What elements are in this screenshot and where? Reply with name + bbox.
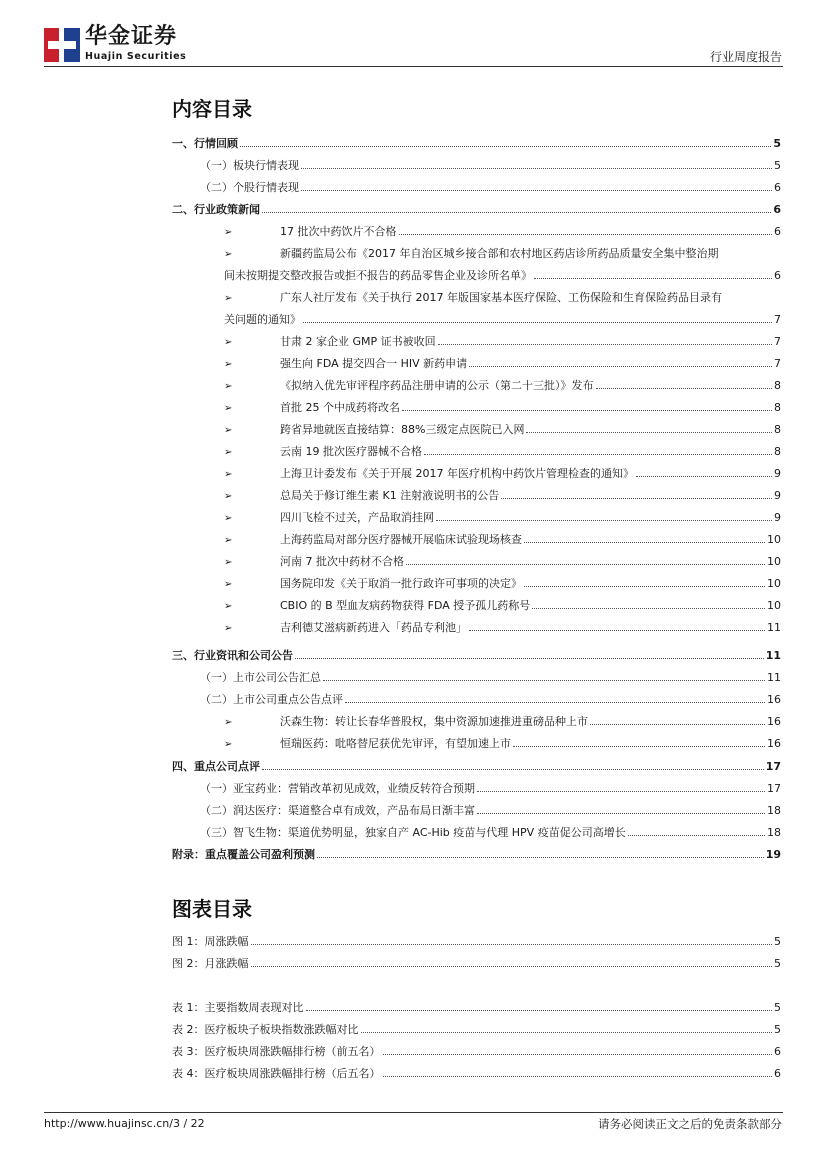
table-entry[interactable]: 表 1：主要指数周表现对比 5 (172, 1001, 781, 1014)
arrow-bullet-icon: ➢ (224, 381, 233, 392)
arrow-bullet-icon: ➢ (224, 359, 233, 370)
header-divider (44, 66, 783, 67)
arrow-bullet-icon: ➢ (224, 623, 233, 634)
arrow-bullet-icon: ➢ (224, 601, 233, 612)
arrow-bullet-icon: ➢ (224, 491, 233, 502)
toc-entry[interactable]: 附录：重点覆盖公司盈利预测 19 (172, 848, 781, 861)
toc-entry[interactable]: （二）个股行情表现 6 (200, 181, 781, 194)
arrow-bullet-icon: ➢ (224, 535, 233, 546)
brand-name-en: Huajin Securities (85, 51, 187, 62)
arrow-bullet-icon: ➢ (224, 717, 233, 728)
toc-entry[interactable]: 间未按期提交整改报告或拒不报告的药品零售企业及诊所名单》 6 (224, 269, 781, 282)
footer-url[interactable]: http://www.huajinsc.cn/ (44, 1117, 173, 1130)
toc-entry[interactable]: 三、行业资讯和公司公告 11 (172, 649, 781, 662)
toc-entry[interactable]: 四、重点公司点评 17 (172, 760, 781, 773)
report-type: 行业周度报告 (709, 50, 782, 64)
toc-entry[interactable]: ➢ 《拟纳入优先审评程序药品注册申请的公示（第二十三批）》发布 8 (224, 377, 781, 395)
page-indicator: 3 / 22 (172, 1117, 205, 1130)
toc-entry[interactable]: ➢ 强生向 FDA 提交四合一 HIV 新药申请 7 (224, 355, 781, 373)
toc-entry[interactable]: ➢ 上海卫计委发布《关于开展 2017 年医疗机构中药饮片管理检查的通知》 9 (224, 465, 781, 483)
figures-title: 图表目录 (172, 897, 252, 921)
table-entry[interactable]: 表 2：医疗板块子板块指数涨跌幅对比 5 (172, 1023, 781, 1036)
arrow-bullet-icon: ➢ (224, 579, 233, 590)
toc-entry[interactable]: ➢ 上海药监局对部分医疗器械开展临床试验现场核查 10 (224, 531, 781, 549)
toc-entry[interactable]: ➢ 吉利德艾滋病新药进入「药品专利池」 11 (224, 619, 781, 637)
footer-url-page (44, 1117, 205, 1130)
toc-entry[interactable]: ➢ 国务院印发《关于取消一批行政许可事项的决定》 10 (224, 575, 781, 593)
toc-entry[interactable]: ➢ 河南 7 批次中药材不合格 10 (224, 553, 781, 571)
brand-name-cn: 华金证券 (85, 24, 178, 49)
toc-entry[interactable]: ➢ 总局关于修订维生素 K1 注射液说明书的公告 9 (224, 487, 781, 505)
toc-entry[interactable]: ➢ CBIO 的 B 型血友病药物获得 FDA 授予孤儿药称号 10 (224, 597, 781, 615)
toc-entry[interactable]: （一）亚宝药业：营销改革初见成效，业绩反转符合预期 17 (200, 782, 781, 795)
arrow-bullet-icon: ➢ (224, 249, 233, 260)
toc-entry-first-line[interactable]: ➢ 广东人社厅发布《关于执行 2017 年版国家基本医疗保险、工伤保险和生育保险药品目录有 (224, 289, 722, 307)
toc-entry[interactable]: ➢ 四川飞检不过关，产品取消挂网 9 (224, 509, 781, 527)
toc-entry[interactable]: ➢ 跨省异地就医直接结算：88%三级定点医院已入网 8 (224, 421, 781, 439)
toc-entry[interactable]: 关问题的通知》 7 (224, 313, 781, 326)
arrow-bullet-icon: ➢ (224, 293, 233, 304)
table-entry[interactable]: 表 4：医疗板块周涨跌幅排行榜（后五名） 6 (172, 1067, 781, 1080)
arrow-bullet-icon: ➢ (224, 513, 233, 524)
arrow-bullet-icon: ➢ (224, 557, 233, 568)
arrow-bullet-icon: ➢ (224, 227, 233, 238)
arrow-bullet-icon: ➢ (224, 469, 233, 480)
toc-entry[interactable]: （一）板块行情表现 5 (200, 159, 781, 172)
toc-entry[interactable]: ➢ 首批 25 个中成药将改名 8 (224, 399, 781, 417)
page-header (0, 0, 827, 70)
toc-entry[interactable]: ➢ 甘肃 2 家企业 GMP 证书被收回 7 (224, 333, 781, 351)
toc-entry[interactable]: ➢ 恒瑞医药：吡咯替尼获优先审评，有望加速上市 16 (224, 735, 781, 753)
toc-entry[interactable]: 二、行业政策新闻 6 (172, 203, 781, 216)
table-entry[interactable]: 表 3：医疗板块周涨跌幅排行榜（前五名） 6 (172, 1045, 781, 1058)
toc-entry[interactable]: 一、行情回顾 5 (172, 137, 781, 150)
toc-entry[interactable]: （一）上市公司公告汇总 11 (200, 671, 781, 684)
arrow-bullet-icon: ➢ (224, 739, 233, 750)
toc-entry[interactable]: ➢ 沃森生物：转让长春华普股权，集中资源加速推进重磅品种上市 16 (224, 713, 781, 731)
arrow-bullet-icon: ➢ (224, 447, 233, 458)
toc-entry[interactable]: （二）上市公司重点公告点评 16 (200, 693, 781, 706)
toc-entry-first-line[interactable]: ➢ 新疆药监局公布《2017 年自治区城乡接合部和农村地区药店诊所药品质量安全集中整治期 (224, 245, 719, 263)
toc-entry[interactable]: （三）智飞生物：渠道优势明显，独家自产 AC-Hib 疫苗与代理 HPV 疫苗促公司高增长 18 (200, 826, 781, 839)
arrow-bullet-icon: ➢ (224, 337, 233, 348)
huajin-logo (44, 28, 80, 62)
figure-entry[interactable]: 图 1：周涨跌幅 5 (172, 935, 781, 948)
arrow-bullet-icon: ➢ (224, 425, 233, 436)
arrow-bullet-icon: ➢ (224, 403, 233, 414)
toc-entry[interactable]: ➢ 17 批次中药饮片不合格 6 (224, 223, 781, 241)
figure-entry[interactable]: 图 2：月涨跌幅 5 (172, 957, 781, 970)
toc-entry[interactable]: ➢ 云南 19 批次医疗器械不合格 8 (224, 443, 781, 461)
footer-divider (44, 1112, 783, 1113)
footer-disclaimer: 请务必阅读正文之后的免责条款部分 (598, 1117, 782, 1131)
toc-entry[interactable]: （二）润达医疗：渠道整合卓有成效，产品布局日渐丰富 18 (200, 804, 781, 817)
toc-title: 内容目录 (172, 97, 252, 121)
